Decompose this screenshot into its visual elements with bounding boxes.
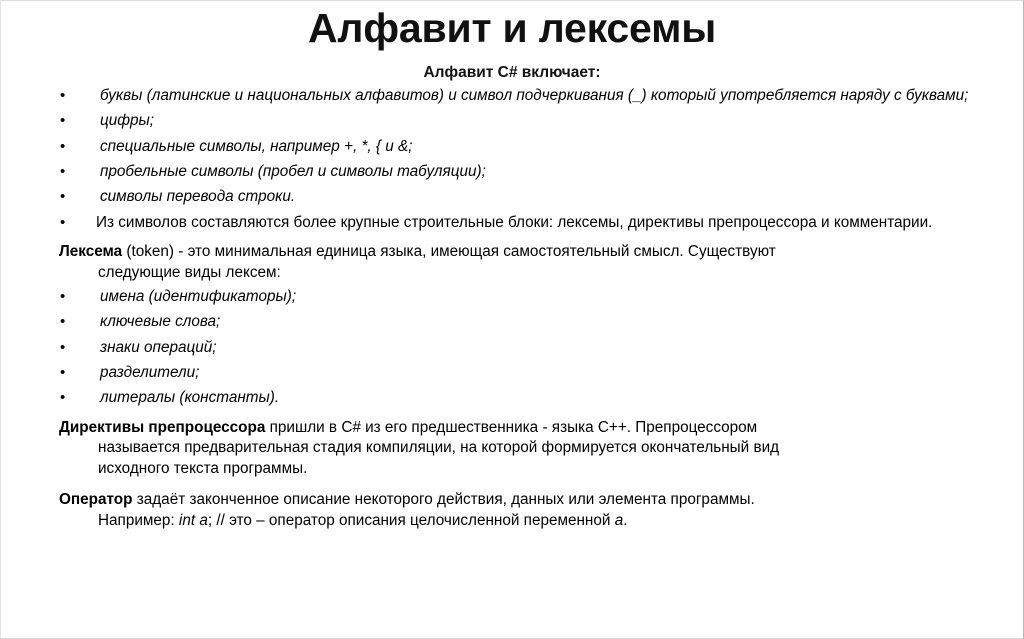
list-item-label: литералы (константы). <box>100 389 280 407</box>
operator-example-prefix: Например: <box>98 511 179 529</box>
lexeme-kinds-list <box>56 287 975 409</box>
list-item <box>56 137 975 157</box>
bullet-icon: • <box>60 112 66 130</box>
operator-line1: задаёт законченное описание некоторого действия, данных или элемента программы. <box>132 491 755 509</box>
operator-example-end: . <box>623 511 628 529</box>
list-item-label: буквы (латинские и национальных алфавитов) и символ подчеркивания (_) который употребляется наряду с буквами; <box>100 87 969 105</box>
list-item <box>56 187 975 207</box>
page-title: Алфавит и лексемы <box>307 5 717 51</box>
directives-paragraph <box>56 418 975 479</box>
operator-example-code: int a <box>178 511 208 529</box>
operator-term: Оператор <box>59 491 133 509</box>
bullet-icon: • <box>60 364 66 382</box>
directives-term: Директивы препроцессора <box>59 418 266 436</box>
list-item <box>56 111 975 131</box>
bullet-icon: • <box>60 288 66 306</box>
bullet-icon: • <box>60 313 66 331</box>
operator-example-line <box>59 511 975 531</box>
list-item <box>56 162 975 182</box>
list-item <box>56 338 975 358</box>
directives-line3: исходного текста программы. <box>98 459 308 477</box>
list-item <box>56 312 975 332</box>
operator-paragraph <box>56 490 975 531</box>
bullet-icon: • <box>60 87 66 105</box>
bullet-icon: • <box>60 188 66 206</box>
bullet-icon: • <box>60 213 66 231</box>
operator-example-suffix: ; // это – оператор описания целочисленной переменной <box>207 511 615 529</box>
spacer <box>56 483 975 490</box>
list-item-label: разделители; <box>100 364 200 382</box>
lexeme-term: Лексема <box>59 243 123 261</box>
bullet-icon: • <box>60 389 66 407</box>
lexeme-definition-line1: (token) - это минимальная единица языка, имеющая самостоятельный смысл. Существуют <box>122 243 776 261</box>
list-item-label: ключевые слова; <box>100 313 221 331</box>
alphabet-bullet-list <box>56 86 975 233</box>
list-item-label: цифры; <box>100 112 155 130</box>
list-item-label: имена (идентификаторы); <box>100 288 297 306</box>
list-item-label: специальные символы, например +, *, { и &; <box>100 137 413 155</box>
list-item <box>56 86 975 106</box>
operator-example-variable: a <box>614 511 624 529</box>
list-item-label: символы перевода строки. <box>100 188 296 206</box>
bullet-icon: • <box>60 163 66 181</box>
list-item <box>56 287 975 307</box>
bullet-icon: • <box>60 338 66 356</box>
list-item <box>56 363 975 383</box>
list-item-label: пробельные символы (пробел и символы табуляции); <box>100 163 486 181</box>
section-subheading: Алфавит C# включает: <box>423 64 601 82</box>
lexeme-definition-paragraph <box>56 242 975 283</box>
slide-body <box>1 86 1023 531</box>
directives-line2: называется предварительная стадия компиляции, на которой формируется окончательный вид <box>98 439 780 457</box>
list-item <box>56 388 975 408</box>
list-item-label: знаки операций; <box>100 338 217 356</box>
list-item-label: Из символов составляются более крупные строительные блоки: лексемы, директивы препроцессора и комментарии. <box>96 213 933 231</box>
list-item <box>56 213 975 233</box>
directives-line1: пришли в C# из его предшественника - языка C++. Препроцессором <box>265 418 758 436</box>
bullet-icon: • <box>60 137 66 155</box>
lexeme-definition-line2: следующие виды лексем: <box>98 263 281 281</box>
